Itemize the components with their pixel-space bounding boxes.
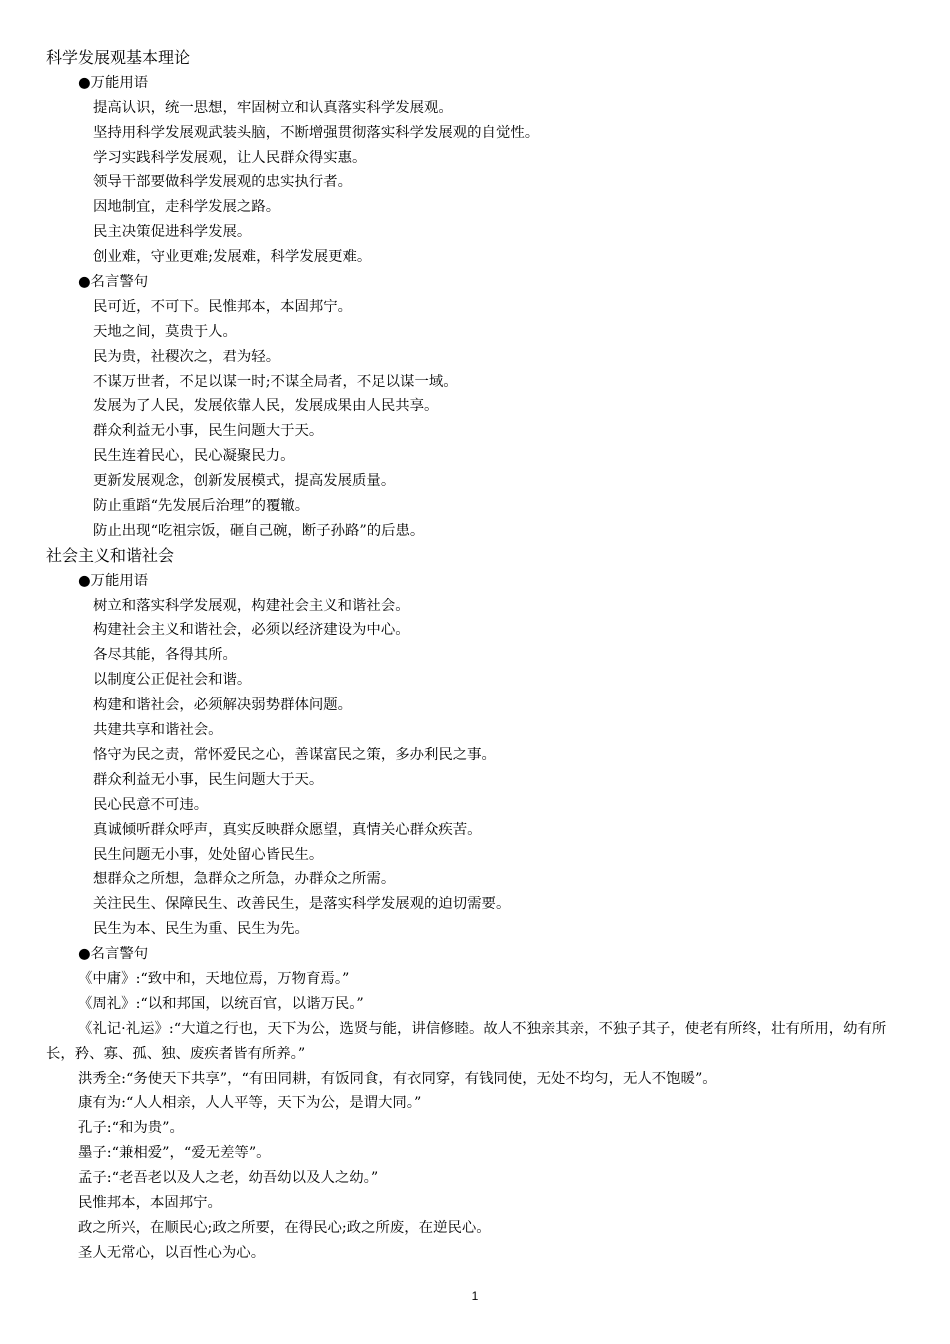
list-item: 发展为了人民，发展依靠人民，发展成果由人民共享。	[93, 398, 439, 415]
list-item: 想群众之所想，急群众之所急，办群众之所需。	[93, 871, 396, 888]
list-item: 关注民生、保障民生、改善民生，是落实科学发展观的迫切需要。	[93, 896, 511, 913]
list-item: 以制度公正促社会和谐。	[93, 672, 252, 689]
section-title: 科学发展观基本理论	[46, 48, 191, 67]
quote-line: 墨子:“兼相爱”，“爱无差等”。	[78, 1145, 271, 1162]
quote-line: 孟子:“老吾老以及人之老，幼吾幼以及人之幼。”	[78, 1170, 379, 1187]
list-item: 民生问题无小事，处处留心皆民生。	[93, 846, 324, 863]
quote-line: 洪秀全:“务使天下共享”，“有田同耕，有饭同食，有衣同穿，有钱同使，无处不均匀，无人不饱暖”。	[78, 1070, 717, 1087]
list-item: 防止出现“吃祖宗饭，砸自己碗，断子孙路”的后患。	[93, 522, 425, 539]
list-item: 共建共享和谐社会。	[93, 722, 223, 739]
quote-line: 《中庸》:“致中和，天地位焉，万物育焉。”	[78, 970, 350, 987]
list-item: 民可近，不可下。民惟邦本，本固邦宁。	[93, 298, 353, 315]
quote-paragraph: 《礼记·礼运》:“大道之行也，天下为公，选贤与能，讲信修睦。故人不独亲其亲，不独子其子，使老有所终，壮有所用，幼有所长，矜、寡、孤、独、废疾者皆有所养。”	[46, 1020, 887, 1062]
list-item: 民主决策促进科学发展。	[93, 224, 252, 241]
list-item: 民心民意不可违。	[93, 796, 209, 813]
list-item: 创业难，守业更难;发展难，科学发展更难。	[93, 249, 372, 266]
list-item: 各尽其能，各得其所。	[93, 647, 237, 664]
quote-line: 民惟邦本，本固邦宁。	[78, 1195, 222, 1211]
list-item: 天地之间，莫贵于人。	[93, 323, 237, 340]
list-item: 民生为本、民生为重、民生为先。	[93, 921, 309, 938]
list-item: 因地制宜，走科学发展之路。	[93, 199, 281, 216]
subheading: ●万能用语	[78, 74, 149, 91]
quote-line: 圣人无常心，以百性心为心。	[78, 1244, 266, 1261]
list-item: 民生连着民心，民心凝聚民力。	[93, 448, 295, 465]
quote-line: 《周礼》:“以和邦国，以统百官，以谐万民。”	[78, 995, 364, 1012]
list-item: 构建和谐社会，必须解决弱势群体问题。	[93, 697, 353, 714]
list-item: 民为贵，社稷次之，君为轻。	[93, 348, 281, 365]
list-item: 恪守为民之责，常怀爱民之心，善谋富民之策，多办利民之事。	[93, 746, 496, 763]
list-item: 真诚倾听群众呼声，真实反映群众愿望，真情关心群众疾苦。	[93, 821, 482, 838]
list-item: 不谋万世者，不足以谋一时;不谋全局者，不足以谋一域。	[93, 373, 458, 390]
quote-line: 孔子:“和为贵”。	[78, 1120, 184, 1137]
subheading: ●名言警句	[78, 274, 149, 291]
list-item: 树立和落实科学发展观，构建社会主义和谐社会。	[93, 597, 410, 614]
quote-line: 康有为:“人人相亲，人人平等，天下为公，是谓大同。”	[78, 1095, 422, 1112]
list-item: 提高认识，统一思想，牢固树立和认真落实科学发展观。	[93, 99, 453, 116]
list-item: 领导干部要做科学发展观的忠实执行者。	[93, 174, 353, 191]
list-item: 学习实践科学发展观，让人民群众得实惠。	[93, 149, 367, 166]
subheading: ●名言警句	[78, 946, 149, 963]
quote-line: 政之所兴，在顺民心;政之所要，在得民心;政之所废，在逆民心。	[78, 1219, 491, 1236]
document-body	[46, 46, 912, 1266]
section-title: 社会主义和谐社会	[46, 545, 175, 565]
subheading: ●万能用语	[78, 572, 149, 589]
list-item: 更新发展观念，创新发展模式，提高发展质量。	[93, 473, 396, 490]
list-item: 群众利益无小事，民生问题大于天。	[93, 423, 324, 440]
page-number: 1	[471, 1289, 479, 1303]
list-item: 防止重蹈“先发展后治理”的覆辙。	[93, 498, 310, 515]
list-item: 坚持用科学发展观武装头脑，不断增强贯彻落实科学发展观的自觉性。	[93, 124, 540, 141]
list-item: 构建社会主义和谐社会，必须以经济建设为中心。	[93, 622, 410, 639]
list-item: 群众利益无小事，民生问题大于天。	[93, 771, 324, 788]
